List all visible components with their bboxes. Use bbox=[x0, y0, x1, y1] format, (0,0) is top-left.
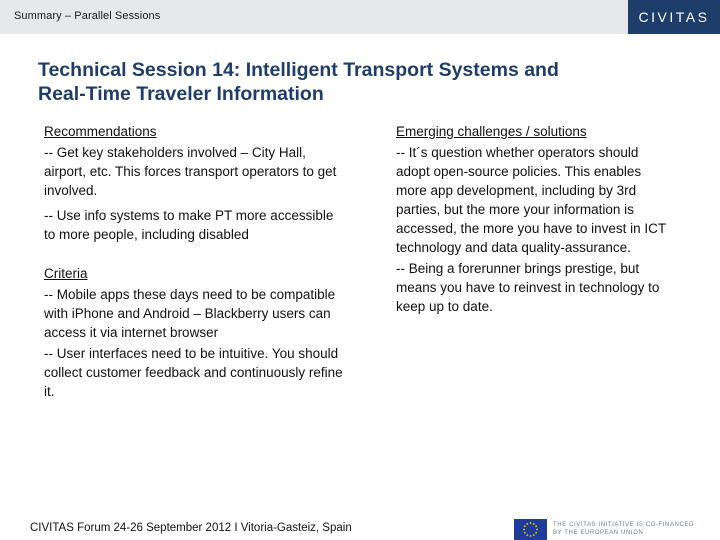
eu-star bbox=[535, 525, 537, 527]
header-bar bbox=[0, 0, 720, 34]
title-line-1: Technical Session 14: Intelligent Transport Systems and bbox=[38, 59, 559, 81]
criteria-1: -- Mobile apps these days need to be compatible with iPhone and Android – Blackberry users can access it via internet browser bbox=[44, 287, 336, 340]
eu-star bbox=[536, 529, 538, 531]
eu-star bbox=[535, 532, 537, 534]
eu-star bbox=[524, 525, 526, 527]
eu-flag-icon bbox=[514, 519, 547, 540]
civitas-logo: CIVITAS bbox=[628, 0, 720, 34]
challenges-heading: Emerging challenges / solutions bbox=[396, 124, 587, 139]
slide-title bbox=[38, 58, 678, 106]
notice-line-2: BY THE EUROPEAN UNION bbox=[553, 530, 644, 536]
eu-flag-svg bbox=[514, 519, 547, 540]
notice-line-1: THE CIVITAS INITIATIVE IS CO-FINANCED bbox=[553, 522, 694, 528]
eu-star bbox=[533, 534, 535, 536]
recommendation-2: -- Use info systems to make PT more accessible to more people, including disabled bbox=[44, 208, 334, 242]
recommendation-1: -- Get key stakeholders involved – City Hall, airport, etc. This forces transport operators to get involved. bbox=[44, 145, 337, 198]
eu-star bbox=[523, 529, 525, 531]
title-line-2: Real-Time Traveler Information bbox=[38, 83, 324, 105]
eu-star bbox=[526, 523, 528, 525]
right-column bbox=[396, 122, 666, 316]
recommendations-heading: Recommendations bbox=[44, 124, 157, 139]
eu-star bbox=[533, 523, 535, 525]
challenge-2: -- Being a forerunner brings prestige, but means you have to reinvest in technology to keep up to date. bbox=[396, 261, 660, 314]
eu-star bbox=[530, 522, 532, 524]
criteria-heading: Criteria bbox=[44, 266, 88, 281]
challenge-1: -- It´s question whether operators should adopt open-source policies. This enables more app development, including by 3rd parties, but the more your information is accessed, the more you have to invest in ICT technology and data quality-assurance. bbox=[396, 145, 666, 255]
eu-star bbox=[526, 534, 528, 536]
eu-cofinancing-notice bbox=[553, 521, 713, 537]
section-label: Summary – Parallel Sessions bbox=[14, 10, 161, 22]
left-column bbox=[44, 122, 344, 401]
eu-star bbox=[530, 535, 532, 537]
footer-event: CIVITAS Forum 24-26 September 2012 I Vitoria-Gasteiz, Spain bbox=[30, 522, 352, 534]
criteria-2: -- User interfaces need to be intuitive. You should collect customer feedback and continuously refine it. bbox=[44, 346, 343, 399]
eu-star bbox=[524, 532, 526, 534]
